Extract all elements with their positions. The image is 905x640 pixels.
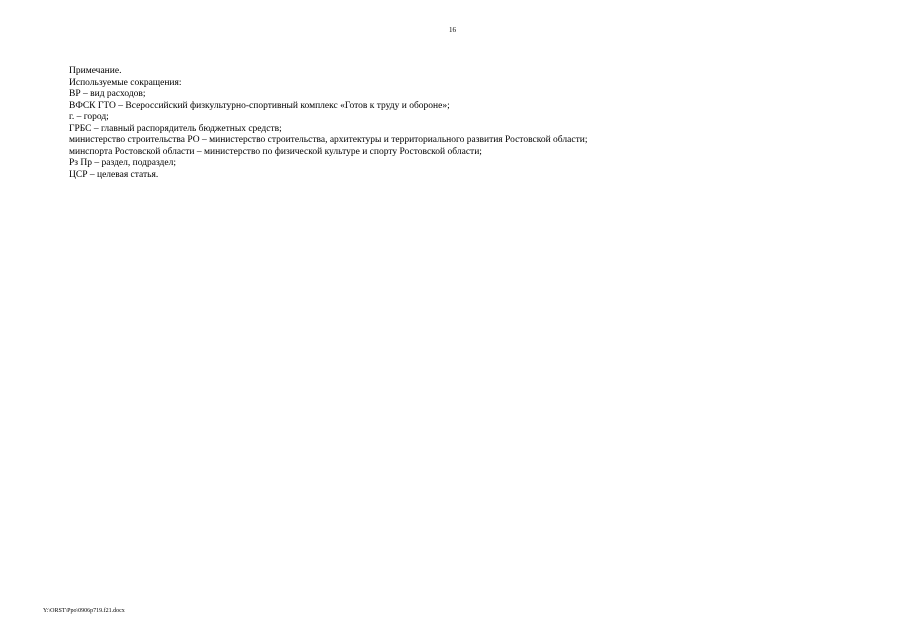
footer-file-path: Y:\ORST\Ppo\0906p719.f21.docx — [43, 608, 125, 614]
note-title: Примечание. — [69, 66, 122, 76]
note-block — [69, 66, 869, 181]
abbreviation-line: ГРБС – главный распорядитель бюджетных средств; — [69, 123, 282, 134]
abbreviation-line: Рз Пр – раздел, подраздел; — [69, 158, 176, 168]
abbreviation-line: ВФСК ГТО – Всероссийский физкультурно-спортивный комплекс «Готов к труду и обороне»; — [69, 100, 450, 111]
note-subtitle: Используемые сокращения: — [69, 77, 182, 88]
page-number: 16 — [449, 26, 456, 34]
abbreviation-line: минспорта Ростовской области – министерство по физической культуре и спорту Ростовской области; — [69, 146, 482, 157]
abbreviation-line: министерство строительства РО – министерство строительства, архитектуры и территориального развития Ростовской области; — [69, 135, 588, 145]
abbreviation-line: ЦСР – целевая статья. — [69, 169, 159, 180]
abbreviation-line: г. – город; — [69, 112, 109, 122]
abbreviation-line: ВР – вид расходов; — [69, 89, 146, 99]
